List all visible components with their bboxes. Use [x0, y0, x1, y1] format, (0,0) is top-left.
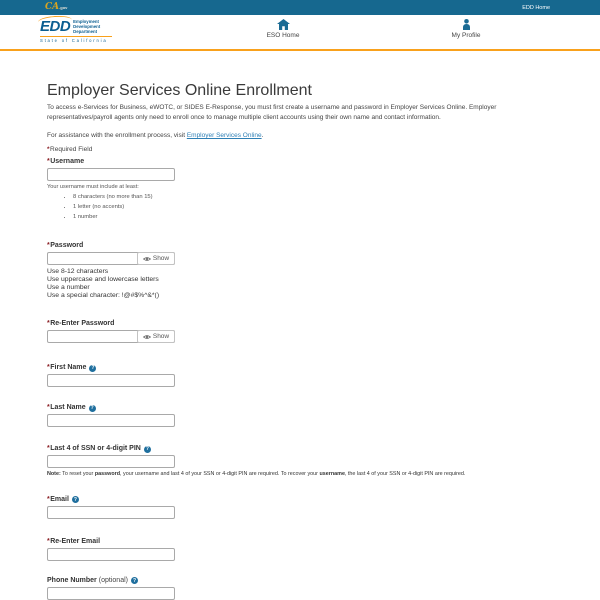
password-label-text: Password [50, 242, 84, 249]
ssn-input[interactable] [47, 455, 175, 468]
first-name-help-icon[interactable]: ? [91, 365, 95, 371]
ssn-group [47, 445, 553, 478]
reenter-email-input[interactable] [47, 548, 175, 561]
required-asterisk: * [47, 537, 50, 545]
phone-group [47, 577, 553, 600]
email-label [47, 496, 553, 504]
utility-bar [0, 0, 600, 15]
nav-eso-home-label: ESO Home [266, 32, 300, 39]
nav-my-profile-label: My Profile [451, 32, 481, 39]
main-content [0, 83, 600, 600]
ssn-note-bold: username [319, 471, 345, 477]
email-help-icon[interactable]: ? [73, 496, 77, 503]
phone-label-text: Phone Number [47, 576, 97, 584]
required-asterisk: * [47, 404, 50, 411]
phone-optional-text: (optional) [98, 576, 128, 584]
required-field-note [47, 146, 553, 154]
eye-icon [143, 256, 151, 262]
username-label-text: Username [50, 158, 85, 165]
username-rule: • 1 letter (no accents) [73, 202, 553, 212]
ssn-note-text: , your username and last 4 of your SSN or 4-digit PIN are required. To recover your [120, 471, 320, 477]
required-asterisk: * [47, 146, 50, 153]
reenter-email-label-text: Re-Enter Email [50, 537, 101, 545]
required-asterisk: * [47, 158, 50, 165]
required-asterisk: * [47, 320, 50, 327]
show-password-button[interactable] [137, 252, 175, 265]
ssn-help-icon[interactable]: ? [145, 446, 149, 452]
reenter-email-label [47, 538, 553, 546]
phone-input[interactable] [47, 587, 175, 600]
ca-gov-suffix: .gov [59, 5, 68, 10]
reenter-password-input-wrap [47, 330, 175, 343]
email-label-text: Email [50, 495, 69, 503]
required-asterisk: * [47, 242, 50, 249]
person-icon [461, 19, 472, 30]
edd-home-link[interactable]: EDD Home [522, 4, 550, 11]
edd-logo-gold-rule [40, 36, 112, 37]
first-name-label-text: First Name [50, 364, 87, 371]
ssn-label-text: Last 4 of SSN or 4-digit PIN [50, 445, 141, 452]
required-asterisk: * [47, 495, 50, 503]
assistance-period: . [261, 132, 264, 139]
ssn-note-text: To reset your [60, 471, 95, 477]
reenter-password-group [47, 320, 553, 343]
first-name-label [47, 364, 553, 372]
last-name-input[interactable] [47, 414, 175, 427]
ssn-note-bold: password [94, 471, 121, 477]
required-asterisk: * [47, 445, 50, 452]
nav-my-profile[interactable] [426, 19, 506, 39]
reenter-password-label-text: Re-Enter Password [50, 320, 115, 327]
show-password-label: Show [152, 255, 170, 262]
employer-services-online-link[interactable]: Employer Services Online [186, 132, 262, 139]
ssn-note [47, 471, 553, 478]
password-rule: Use uppercase and lowercase letters [47, 276, 159, 283]
password-rules [47, 268, 553, 300]
eye-icon [143, 334, 151, 340]
username-rules-list [47, 192, 553, 222]
edd-logo-text: EDD [40, 18, 71, 36]
edd-logo-line: Employment [73, 19, 99, 24]
required-asterisk: * [47, 364, 50, 371]
last-name-label [47, 404, 553, 412]
nav-eso-home[interactable] [243, 19, 323, 39]
username-rule: • 1 number [73, 212, 553, 222]
ssn-note-bold: Note: [47, 471, 61, 477]
email-group [47, 496, 553, 519]
password-group [47, 242, 553, 300]
phone-label [47, 577, 553, 585]
required-field-text: Required Field [50, 146, 93, 153]
last-name-label-text: Last Name [50, 404, 86, 411]
edd-logo[interactable] [40, 20, 112, 43]
ssn-label [47, 445, 553, 453]
reenter-password-label [47, 320, 553, 328]
phone-help-icon[interactable]: ? [132, 577, 137, 584]
first-name-input[interactable] [47, 374, 175, 387]
ca-gov-logo[interactable] [45, 0, 67, 15]
edd-logo-department-lines [73, 20, 100, 34]
password-rule: Use a special character: !@#$%^&*() [47, 292, 160, 299]
password-rule: Use a number [47, 284, 90, 291]
first-name-group [47, 364, 553, 387]
last-name-help-icon[interactable]: ? [90, 405, 94, 411]
assistance-text: For assistance with the enrollment process, visit [47, 132, 187, 139]
show-reenter-password-label: Show [152, 333, 170, 340]
edd-logo-state-text: State of California [40, 38, 108, 44]
intro-paragraph: To access e-Services for Business, eWOTC, or SIDES E-Response, you must first create a username and password in Employer Services Online. Employer representatives/payroll agents only need to enroll once to manage multiple client accounts using their own name and contact information. [47, 104, 497, 121]
page-title: Employer Services Online Enrollment [47, 82, 312, 99]
edd-logo-line: Department [73, 28, 98, 34]
ssn-note-text: , the last 4 of your SSN or 4-digit PIN are required. [344, 471, 466, 477]
email-input[interactable] [47, 506, 175, 519]
last-name-group [47, 404, 553, 427]
ca-gov-logo-text: CA [45, 2, 60, 12]
password-label [47, 242, 553, 250]
reenter-email-group [47, 538, 553, 561]
password-input-wrap [47, 252, 175, 265]
username-input[interactable] [47, 168, 175, 181]
site-header [0, 15, 600, 51]
assistance-paragraph [47, 131, 553, 141]
username-label [47, 158, 553, 166]
username-hint-title: Your username must include at least: [47, 184, 139, 190]
edd-logo-line: Development [73, 23, 101, 29]
username-group [47, 158, 553, 222]
username-rule: • 8 characters (no more than 15) [73, 192, 553, 202]
password-rule: Use 8-12 characters [47, 268, 109, 275]
show-reenter-password-button[interactable] [137, 330, 175, 343]
home-icon [277, 19, 290, 30]
